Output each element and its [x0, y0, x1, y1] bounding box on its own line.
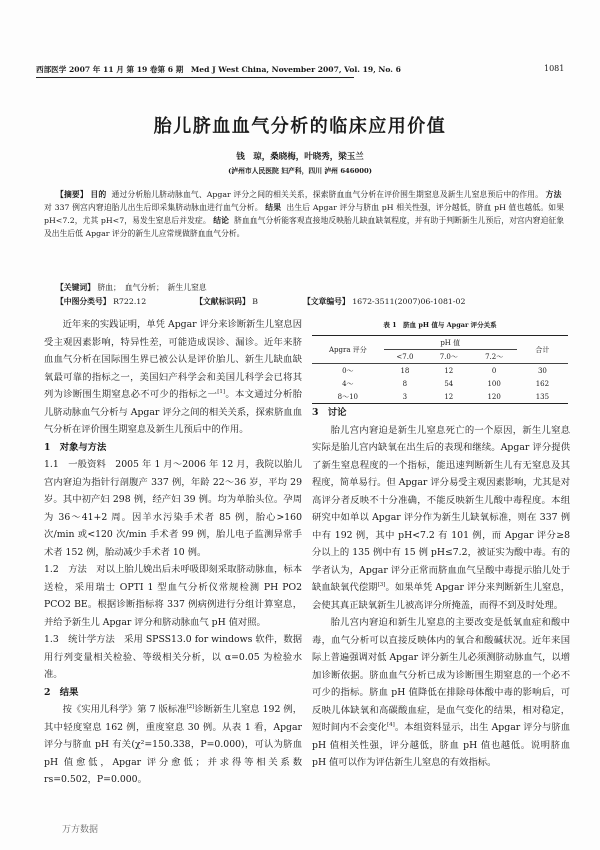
section-1-2: 1.2 方法 对以上胎儿娩出后未呼吸即刻采取脐动脉血，标本送检，采用瑞士 OPTI 1 型血气分析仪常规检测 PH PO2 PCO2 BE。根据诊断指标将 337 例病例进行分组计算窒息，并给予新生儿 Apgar 评分和脐动脉血气 pH 值对照。 [44, 564, 302, 628]
discussion-paragraph-1: 胎儿宫内窘迫是新生儿窒息死亡的一个原因，新生儿窒息实际是胎儿宫内缺氧在出生后的表现和继续。Apgar 评分提供了新生窒息程度的一个指标，能迅速判断新生儿有无窒息及其程度，简单易行。但 Apgar 评分易受主观因素影响，尤其是对高评分者反映不十分准确，不能反映新生儿酸中毒程度。本组研究中如单以 Apgar 评分作为新生儿缺氧标准，则在 337 例中有 192 例，其中 pH<7.2 有 101 例，而 Apgar 评分≥8 分以上的 135 例中有 15 例 pH≤7.2，被证实为酸中毒。有的学者认为，Apgar 评分正常而脐血血气呈酸中毒提示胎儿处于缺血缺氧代偿期[3]。如果单凭 Apgar 评分来判断新生儿窒息，会使其真正缺氧新生儿被高评分所掩盖，而得不到及时处理。 [312, 424, 570, 611]
section-1-heading: 1 对象与方法 [44, 441, 107, 453]
ph-col-header: 7.0～ [439, 352, 458, 361]
table-row: 8～10 3 12 120 135 [312, 390, 568, 404]
table-row: 0～ 18 12 0 30 [342, 366, 547, 375]
conclusion-text: 脐血血气分析能客观直接地反映胎儿缺血缺氧程度，并有助于判断新生儿预后，对宫内窘迫征象及出生后低 Apgar 评分的新生儿应常规做脐血血气分析。 [44, 216, 565, 238]
journal-header: 西部医学 2007 年 11 月 第 19 卷第 6 期 Med J West China, November 2007, Vol. 19, No. 6 [36, 64, 354, 78]
watermark: 万方数据 [62, 825, 99, 835]
row-header: Apgra 评分 [328, 345, 367, 354]
results-label: 结果 [265, 203, 282, 212]
affiliation: (泸州市人民医院 妇产科，四川 泸州 646000) [228, 167, 372, 175]
clc-label: 【中图分类号】 [56, 297, 111, 306]
right-column [312, 404, 570, 772]
abstract-label: 【摘要】 [56, 190, 88, 199]
ph-col-header: 7.2～ [485, 352, 504, 361]
ph-group-header: pH 值 [384, 336, 517, 350]
intro-paragraph: 近年来的实践证明，单凭 Apgar 评分来诊断新生儿窒息因受主观因素影响，特异性差，可能造成误诊、漏诊。近年来脐血血气分析在国际围生界已被公认是评价胎儿、新生儿缺血缺氧最可靠的指标之一，美国妇产科学会和美国儿科学会已将其列为诊断围生期窒息必不可少的指标之一[1]。本文通过分析胎儿脐动脉血气分析与 Apgar 评分之间的相关关系，探索脐血血气分析在评价围生期窒息及新生儿预后中的作用。 [44, 319, 302, 435]
section-3-heading: 3 讨论 [312, 407, 347, 418]
objective-text: 通过分析胎儿脐动脉血气、Apgar 评分之间的相关关系，探索脐血血气分析在评价围生期窒息及新生儿窒息预后中的作用。 [111, 190, 544, 199]
results-paragraph: 按《实用儿科学》第 7 版标准[2]诊断新生儿窒息 192 例，其中轻度窒息 162 例，重度窒息 30 例。从表 1 看，Apgar 评分与脐血 pH 有关(χ²=150.338，P=0.000)，可认为脐血 pH 值愈低，Apgar 评分愈低；并求得等相关系数 rs=0.502，P=0.000。 [44, 703, 303, 785]
ph-col-header: <7.0 [396, 352, 414, 361]
article-id-value: 1672-3511(2007)06-1081-02 [352, 297, 466, 306]
authors: 钱 琼，桑晓梅，叶晓秀，梁玉兰 [236, 152, 364, 162]
article-title: 胎儿脐血血气分析的临床应用价值 [153, 116, 447, 137]
discussion-paragraph-2: 胎儿宫内窘迫和新生儿窒息的主要改变是低氧血症和酸中毒，血气分析可以直接反映体内的氧合和酸碱状况。近年来国际上普遍强调对低 Apgar 评分新生儿必须测脐动脉血气，以增加诊断依据。脐血血气分析已成为诊断围生期窒息的一个必不可少的指标。脐血 pH 值降低在排除母体酸中毒的影响后，可反映儿体缺氧和高碳酸血症，是血气变化的结果，相对稳定，短时间内不会变化[4]。本组资料显示，出生 Apgar 评分与脐血 pH 值相关性强，评分越低，脐血 pH 值也越低。说明脐血 pH 值可以作为评估新生儿窒息的有效指标。 [312, 617, 570, 768]
keywords-row [56, 282, 207, 293]
section-1-1: 1.1 一般资料 2005 年 1 月～2006 年 12 月，我院以胎儿宫内窘迫为指针行剖腹产 337 例，年龄 22～36 岁，平均 29 岁。其中初产妇 298 例，经产妇 39 例。均为单胎头位。孕周为 36～41+2 周。因羊水污染手术者 85 例，胎心>160 次/min 或<120 次/min 手术者 99 例，胎儿电子监测异常手术者 152 例，胎动减少手术者 10 例。 [44, 459, 302, 558]
classification-row [56, 296, 465, 307]
clc-value: R722.12 [113, 297, 147, 306]
abstract [44, 188, 564, 240]
results-text: 出生后 Apgar 评分与脐血 pH 相关性强，评分越低，脐血 pH 值也越低。如果 pH<7.2，尤其 pH<7，易发生窒息后并发症。 [44, 203, 564, 225]
article-id-label: 【文章编号】 [302, 297, 350, 306]
section-1-3: 1.3 统计学方法 采用 SPSS13.0 for windows 软件，数据用行列变量相关检验、等级相关分析，以 α=0.05 为检验水准。 [44, 634, 302, 680]
objective-label: 目的 [90, 190, 107, 199]
section-2-heading: 2 结果 [44, 686, 79, 698]
table-1-caption: 表 1 脐血 pH 值与 Apgar 评分关系 [383, 321, 497, 329]
conclusion-label: 结论 [213, 216, 229, 225]
left-column [44, 316, 302, 789]
keywords-label: 【关键词】 [56, 283, 95, 292]
doc-code-label: 【文献标识码】 [195, 297, 250, 306]
total-header: 合计 [535, 345, 550, 354]
keywords-value: 脐血； 血气分析； 新生儿窒息 [97, 283, 207, 292]
methods-text: 对 337 例宫内窘迫胎儿出生后即采集脐动脉血进行血气分析。 [44, 203, 263, 212]
page-number: 1081 [544, 64, 565, 73]
table-row: 4～ 8 54 100 162 [342, 379, 550, 388]
table-1 [312, 335, 568, 404]
methods-label: 方法 [545, 190, 562, 199]
doc-code-value: B [252, 297, 258, 306]
